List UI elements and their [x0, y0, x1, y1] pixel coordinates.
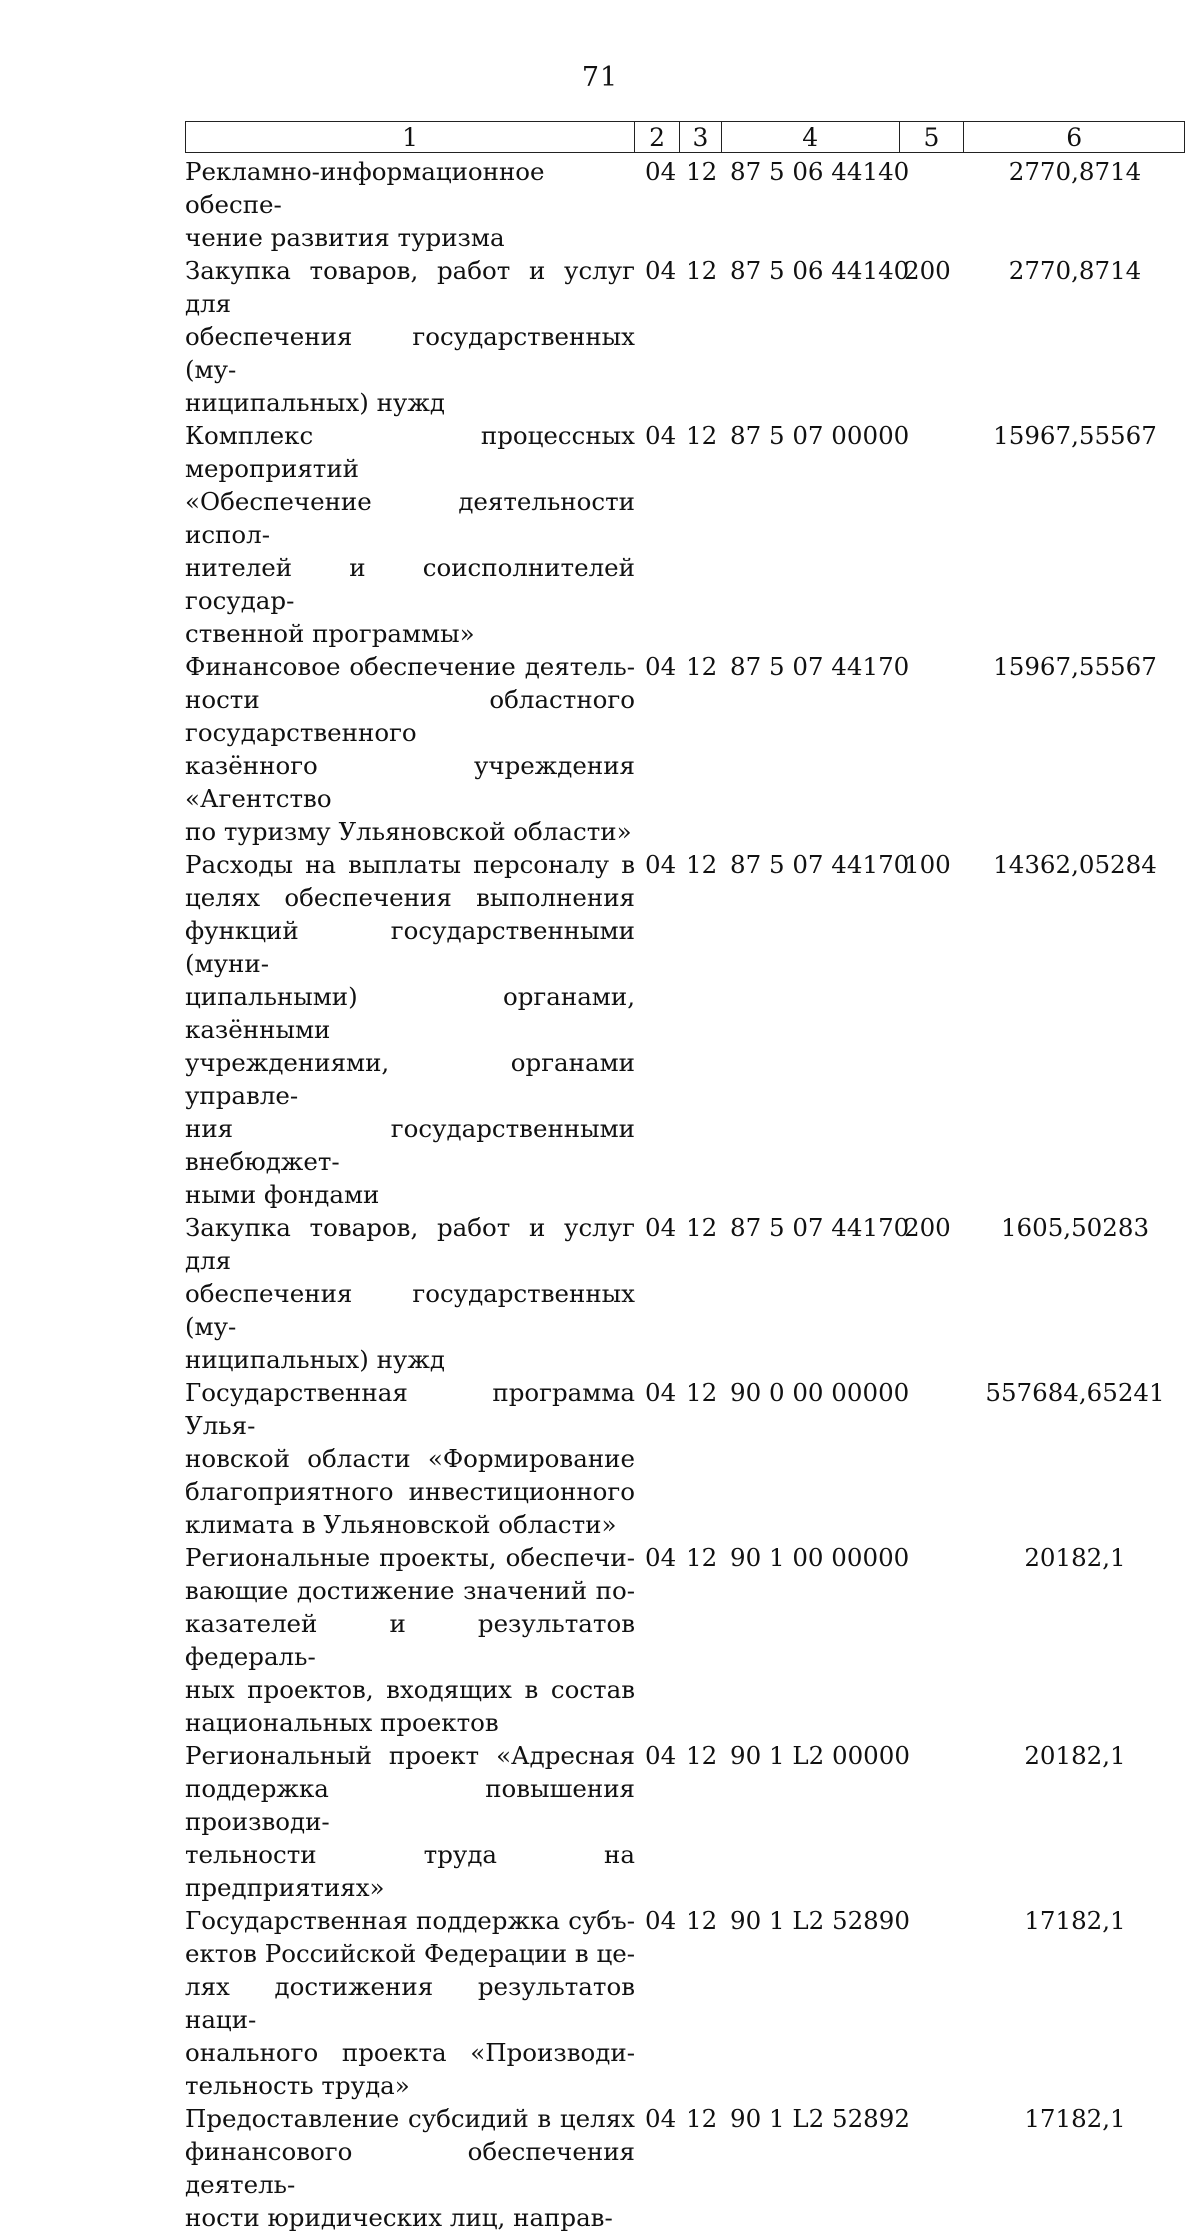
row-cell-c5: 200 [904, 1213, 951, 1242]
header-col-2: 2 [635, 122, 680, 152]
row-name-line: обеспечения государственных (му- [185, 322, 635, 384]
row-cell-c2: 04 [645, 1378, 677, 1407]
row-name-line: вающие достижение значений по- [185, 1576, 635, 1605]
row-name-line: ных проектов, входящих в состав [185, 1675, 635, 1704]
row-cell-c6: 20182,1 [1024, 1543, 1126, 1572]
row-cell-c2: 04 [645, 1906, 677, 1935]
row-name-line: финансового обеспечения деятель- [185, 2137, 635, 2199]
row-name [185, 848, 635, 1211]
row-cell-c6: 20182,1 [1024, 1741, 1126, 1770]
table-row [185, 419, 1185, 650]
row-cell-c3: 12 [686, 256, 718, 285]
row-cell-c4: 90 1 L2 52890 [730, 1906, 910, 1935]
row-cell-c6: 17182,1 [1024, 1906, 1126, 1935]
row-name-line: ния государственными внебюджет- [185, 1114, 635, 1176]
row-name-line: Закупка товаров, работ и услуг для [185, 1213, 635, 1275]
table-row [185, 1541, 1185, 1739]
row-cell-c3: 12 [686, 1543, 718, 1572]
row-name-line: функций государственными (муни- [185, 916, 635, 978]
row-cell-c3: 12 [686, 1906, 718, 1935]
row-name-line: онального проекта «Производи- [185, 2038, 635, 2067]
row-cell-c3: 12 [686, 652, 718, 681]
row-name-line: Комплекс процессных мероприятий [185, 421, 635, 483]
row-name [185, 1541, 635, 1739]
row-cell-c5: 200 [904, 256, 951, 285]
row-cell-c2: 04 [645, 421, 677, 450]
row-name [185, 650, 635, 848]
header-col-6: 6 [1066, 122, 1083, 152]
row-cell-c3: 12 [686, 850, 718, 879]
row-cell-c3: 12 [686, 1378, 718, 1407]
row-cell-c4: 87 5 07 00000 [730, 421, 910, 450]
row-name [185, 419, 635, 650]
table-row [185, 1376, 1185, 1541]
row-cell-c6: 15967,55567 [993, 421, 1157, 450]
row-name-line: ности юридических лиц, направ- [185, 2203, 613, 2232]
row-name [185, 1376, 635, 1541]
page-number: 71 [581, 62, 619, 93]
table-row [185, 1739, 1185, 1904]
table-row [185, 1211, 1185, 1376]
row-name-line: благоприятного инвестиционного [185, 1477, 635, 1506]
table-row [185, 1904, 1185, 2102]
table-row [185, 848, 1185, 1211]
header-col-4: 4 [722, 122, 900, 152]
row-name-line: по туризму Ульяновской области» [185, 817, 632, 846]
row-cell-c2: 04 [645, 1741, 677, 1770]
row-cell-c6: 2770,8714 [1008, 157, 1142, 186]
row-name-line: Рекламно-информационное обеспе- [185, 157, 545, 219]
row-cell-c6: 2770,8714 [1008, 256, 1142, 285]
row-cell-c4: 87 5 07 44170 [730, 652, 910, 681]
row-name-line: ципальными) органами, казёнными [185, 982, 635, 1044]
row-name-line: тельности труда на предприятиях» [185, 1840, 635, 1902]
row-name-line: Региональный проект «Адресная [185, 1741, 635, 1770]
row-name-line: ниципальных) нужд [185, 388, 445, 417]
row-cell-c6: 1605,50283 [1000, 1213, 1150, 1242]
row-name-line: климата в Ульяновской области» [185, 1510, 617, 1539]
row-name-line: обеспечения государственных (му- [185, 1279, 635, 1341]
row-name-line: Государственная программа Улья- [185, 1378, 635, 1440]
row-cell-c2: 04 [645, 850, 677, 879]
row-name-line: казённого учреждения «Агентство [185, 751, 635, 813]
row-cell-c2: 04 [645, 2104, 677, 2133]
row-cell-c4: 90 0 00 00000 [730, 1378, 910, 1407]
row-name-line: казателей и результатов федераль- [185, 1609, 635, 1671]
row-name-line: лях достижения результатов наци- [185, 1972, 635, 2034]
row-name-line: целях обеспечения выполнения [185, 883, 635, 912]
row-name-line: учреждениями, органами управле- [185, 1048, 635, 1110]
row-name-line: ности областного государственного [185, 685, 635, 747]
table-row [185, 155, 1185, 254]
row-name-line: Расходы на выплаты персоналу в [185, 850, 635, 879]
row-cell-c4: 90 1 00 00000 [730, 1543, 910, 1572]
row-cell-c3: 12 [686, 1741, 718, 1770]
header-col-3: 3 [680, 122, 722, 152]
row-name [185, 254, 635, 419]
row-cell-c6: 557684,65241 [985, 1378, 1165, 1407]
row-cell-c3: 12 [686, 421, 718, 450]
row-name [185, 1904, 635, 2102]
header-col-5: 5 [900, 122, 965, 152]
table-body [185, 155, 1185, 2234]
row-cell-c2: 04 [645, 652, 677, 681]
row-cell-c4: 87 5 06 44140 [730, 157, 910, 186]
row-name-line: ственной программы» [185, 619, 475, 648]
row-cell-c6: 14362,05284 [993, 850, 1157, 879]
row-name-line: ными фондами [185, 1180, 380, 1209]
row-name-line: Региональные проекты, обеспечи- [185, 1543, 635, 1572]
row-name-line: нителей и соисполнителей государ- [185, 553, 635, 615]
row-name-line: тельность труда» [185, 2071, 410, 2100]
row-cell-c6: 17182,1 [1024, 2104, 1126, 2133]
table-row [185, 650, 1185, 848]
row-cell-c2: 04 [645, 1213, 677, 1242]
row-name [185, 155, 635, 254]
row-name-line: чение развития туризма [185, 223, 505, 252]
row-cell-c4: 87 5 06 44140 [730, 256, 910, 285]
row-name-line: поддержка повышения производи- [185, 1774, 635, 1836]
header-col-1: 1 [186, 122, 635, 152]
row-cell-c3: 12 [686, 2104, 718, 2133]
row-name [185, 1211, 635, 1376]
row-cell-c2: 04 [645, 157, 677, 186]
row-cell-c4: 87 5 07 44170 [730, 1213, 910, 1242]
row-cell-c3: 12 [686, 157, 718, 186]
row-cell-c2: 04 [645, 256, 677, 285]
row-name [185, 2102, 635, 2234]
row-cell-c4: 90 1 L2 00000 [730, 1741, 910, 1770]
row-name-line: ектов Российской Федерации в це- [185, 1939, 635, 1968]
table-header [185, 121, 1185, 153]
row-name-line: Предоставление субсидий в целях [185, 2104, 635, 2133]
row-name-line: ниципальных) нужд [185, 1345, 445, 1374]
row-cell-c6: 15967,55567 [993, 652, 1157, 681]
table-row [185, 254, 1185, 419]
row-name-line: «Обеспечение деятельности испол- [185, 487, 635, 549]
row-cell-c5: 100 [904, 850, 951, 879]
row-name [185, 1739, 635, 1904]
row-cell-c4: 90 1 L2 52892 [730, 2104, 910, 2133]
table-row [185, 2102, 1185, 2234]
row-cell-c2: 04 [645, 1543, 677, 1572]
row-cell-c4: 87 5 07 44170 [730, 850, 910, 879]
row-name-line: Государственная поддержка субъ- [185, 1906, 635, 1935]
row-name-line: Закупка товаров, работ и услуг для [185, 256, 635, 318]
row-name-line: новской области «Формирование [185, 1444, 635, 1473]
row-name-line: национальных проектов [185, 1708, 499, 1737]
row-name-line: Финансовое обеспечение деятель- [185, 652, 635, 681]
row-cell-c3: 12 [686, 1213, 718, 1242]
